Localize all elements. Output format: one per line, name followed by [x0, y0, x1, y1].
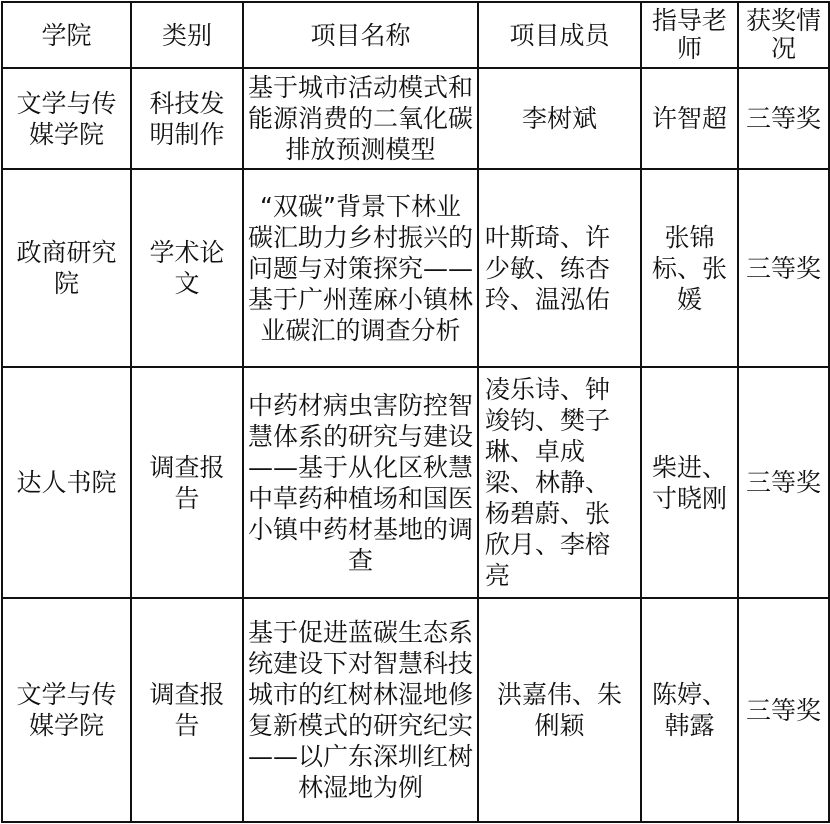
cell-category: 科技发明制作: [131, 68, 243, 169]
header-college: 学院: [2, 2, 131, 68]
awards-table: [1, 1, 830, 823]
cell-category: 学术论文: [131, 169, 243, 367]
cell-award: 三等奖: [738, 598, 829, 822]
cell-project-name: 中药材病虫害防控智慧体系的研究与建设——基于从化区秋慧中草药种植场和国医小镇中药材基地的调查: [243, 367, 478, 598]
cell-advisors: 许智超: [641, 68, 738, 169]
header-advisors: 指导老师: [641, 2, 738, 68]
header-members: 项目成员: [478, 2, 641, 68]
cell-advisors: 柴进、寸晓刚: [641, 367, 738, 598]
cell-college: 达人书院: [2, 367, 131, 598]
cell-college: 文学与传媒学院: [2, 598, 131, 822]
table-row: [2, 169, 829, 367]
table-row: [2, 68, 829, 169]
table-row: [2, 598, 829, 822]
cell-category: 调查报告: [131, 367, 243, 598]
header-row: [2, 2, 829, 68]
table-row: [2, 367, 829, 598]
header-award: 获奖情况: [738, 2, 829, 68]
cell-project-name: 基于城市活动模式和能源消费的二氧化碳排放预测模型: [243, 68, 478, 169]
cell-advisors: 陈婷、韩露: [641, 598, 738, 822]
cell-college: 政商研究院: [2, 169, 131, 367]
cell-members: 洪嘉伟、朱俐颖: [478, 598, 641, 822]
header-project-name: 项目名称: [243, 2, 478, 68]
cell-award: 三等奖: [738, 68, 829, 169]
header-category: 类别: [131, 2, 243, 68]
cell-members: 凌乐诗、钟竣钧、樊子琳、卓成梁、林静、杨碧蔚、张欣月、李榕亮: [478, 367, 641, 598]
cell-members: 李树斌: [478, 68, 641, 169]
cell-award: 三等奖: [738, 367, 829, 598]
cell-project-name: “双碳”背景下林业碳汇助力乡村振兴的问题与对策探究——基于广州莲麻小镇林业碳汇的调查分析: [243, 169, 478, 367]
cell-college: 文学与传媒学院: [2, 68, 131, 169]
cell-members: 叶斯琦、许少敏、练杏玲、温泓佑: [478, 169, 641, 367]
cell-award: 三等奖: [738, 169, 829, 367]
cell-category: 调查报告: [131, 598, 243, 822]
cell-advisors: 张锦标、张媛: [641, 169, 738, 367]
cell-project-name: 基于促进蓝碳生态系统建设下对智慧科技城市的红树林湿地修复新模式的研究纪实——以广东深圳红树林湿地为例: [243, 598, 478, 822]
